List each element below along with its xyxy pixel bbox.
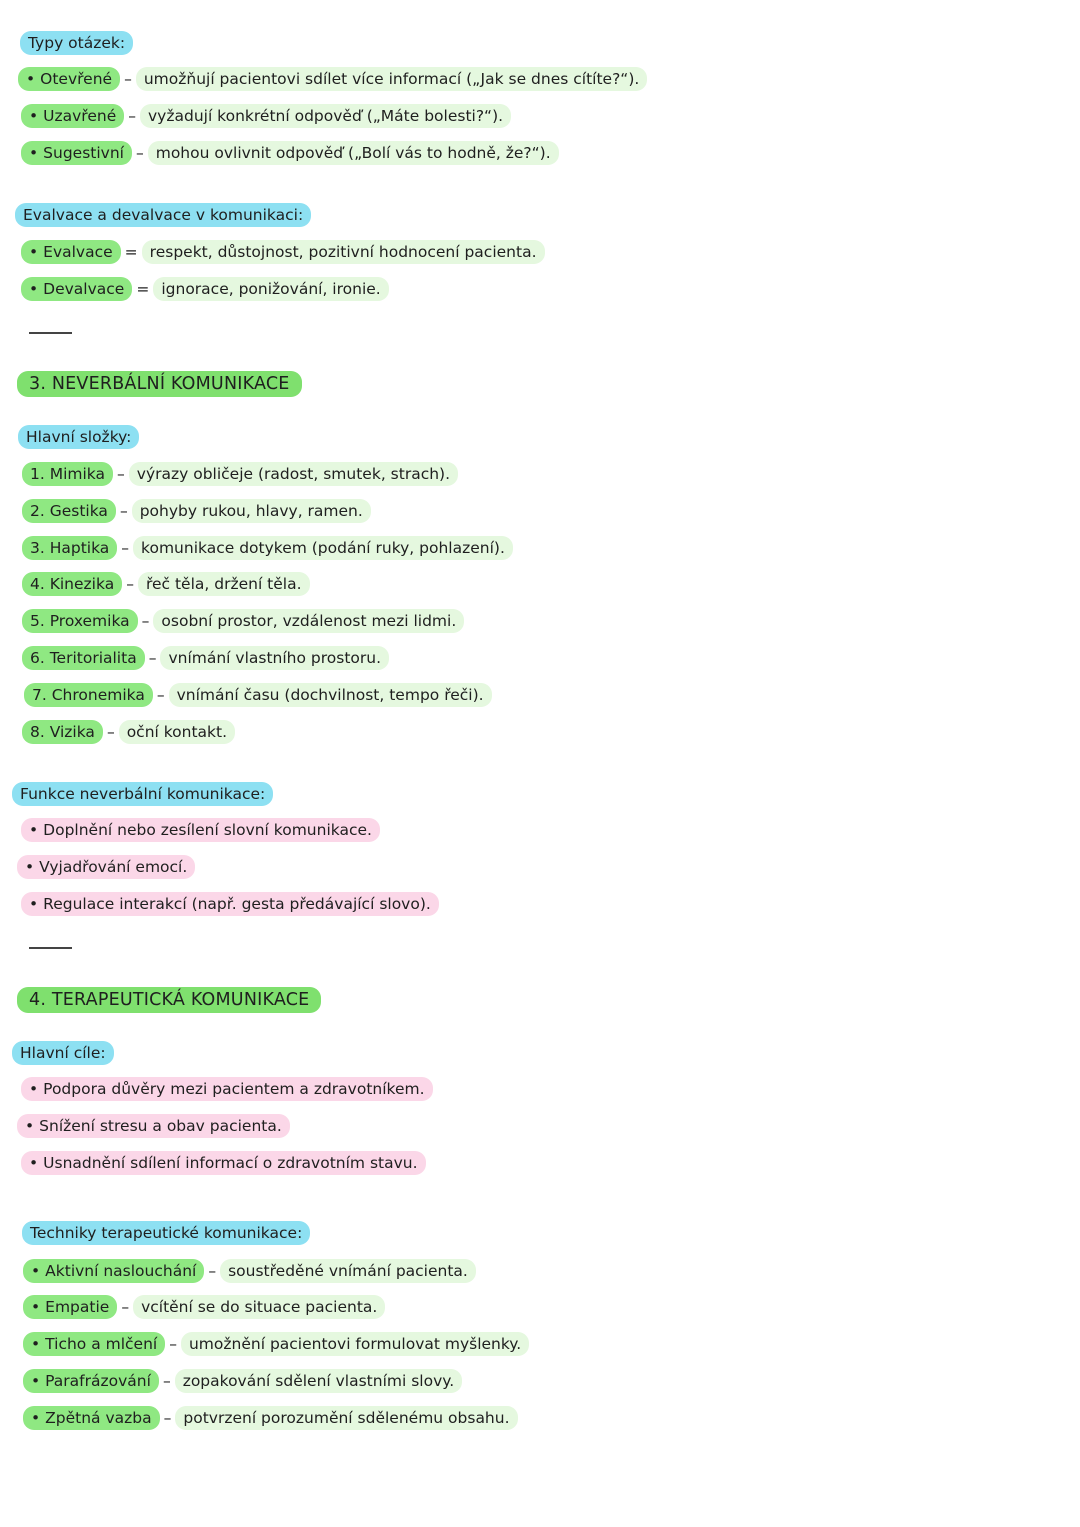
description: respekt, důstojnost, pozitivní hodnocení pacienta.	[142, 240, 545, 264]
term: 5. Proxemika	[22, 609, 138, 633]
description: umožnění pacientovi formulovat myšlenky.	[181, 1332, 529, 1356]
evaluation-heading	[15, 203, 311, 227]
term: • Otevřené	[18, 67, 120, 91]
goal-text: • Usnadnění sdílení informací o zdravotním stavu.	[21, 1151, 426, 1175]
term: • Uzavřené	[21, 104, 124, 128]
term: 1. Mimika	[22, 462, 113, 486]
list-item	[21, 892, 439, 916]
term: • Zpětná vazba	[23, 1406, 160, 1430]
list-item: • Otevřené – umožňují pacientovi sdílet více informací („Jak se dnes cítíte?“).	[18, 67, 647, 91]
description: zopakování sdělení vlastními slovy.	[175, 1369, 462, 1393]
functions-heading	[12, 782, 273, 806]
section-title: 3. NEVERBÁLNÍ KOMUNIKACE	[17, 371, 302, 397]
term: 7. Chronemika	[24, 683, 153, 707]
term: 2. Gestika	[22, 499, 116, 523]
list-item: • Sugestivní – mohou ovlivnit odpověď („Bolí vás to hodně, že?“).	[21, 141, 559, 165]
description: výrazy obličeje (radost, smutek, strach).	[129, 462, 458, 486]
list-item: 8. Vizika – oční kontakt.	[22, 720, 235, 744]
list-item	[17, 855, 195, 879]
section-title: 4. TERAPEUTICKÁ KOMUNIKACE	[17, 987, 321, 1013]
term: • Parafrázování	[23, 1369, 159, 1393]
list-item: • Uzavřené – vyžadují konkrétní odpověď („Máte bolesti?“).	[21, 104, 511, 128]
term: • Empatie	[23, 1295, 117, 1319]
description: potvrzení porozumění sdělenému obsahu.	[175, 1406, 517, 1430]
list-item: • Ticho a mlčení – umožnění pacientovi formulovat myšlenky.	[23, 1332, 529, 1356]
term: 4. Kinezika	[22, 572, 122, 596]
description: ignorace, ponižování, ironie.	[153, 277, 388, 301]
term: • Ticho a mlčení	[23, 1332, 165, 1356]
description: umožňují pacientovi sdílet více informací („Jak se dnes cítíte?“).	[136, 67, 647, 91]
list-item	[21, 1151, 426, 1175]
description: řeč těla, držení těla.	[138, 572, 310, 596]
list-item	[21, 818, 380, 842]
term: 6. Teritorialita	[22, 646, 145, 670]
list-item: • Devalvace = ignorace, ponižování, ironie.	[21, 277, 389, 301]
goal-text: • Podpora důvěry mezi pacientem a zdravotníkem.	[21, 1077, 433, 1101]
components-heading	[18, 425, 139, 449]
description: vcítění se do situace pacienta.	[133, 1295, 385, 1319]
list-item: • Zpětná vazba – potvrzení porozumění sdělenému obsahu.	[23, 1406, 518, 1430]
description: vnímání času (dochvilnost, tempo řeči).	[169, 683, 492, 707]
function-text: • Doplnění nebo zesílení slovní komunikace.	[21, 818, 380, 842]
description: vnímání vlastního prostoru.	[160, 646, 389, 670]
section-4-title	[17, 987, 321, 1013]
techniques-heading	[22, 1221, 310, 1245]
divider	[29, 947, 72, 949]
term: 3. Haptika	[22, 536, 117, 560]
question-types-heading-label: Typy otázek:	[20, 31, 133, 55]
goals-heading	[12, 1041, 114, 1065]
list-item: 1. Mimika – výrazy obličeje (radost, smutek, strach).	[22, 462, 458, 486]
description: komunikace dotykem (podání ruky, pohlazení).	[133, 536, 513, 560]
question-types-heading	[20, 31, 133, 55]
list-item: • Aktivní naslouchání – soustředěné vnímání pacienta.	[23, 1259, 476, 1283]
list-item: 4. Kinezika – řeč těla, držení těla.	[22, 572, 310, 596]
goal-text: • Snížení stresu a obav pacienta.	[17, 1114, 290, 1138]
list-item: 7. Chronemika – vnímání času (dochvilnost, tempo řeči).	[24, 683, 492, 707]
list-item	[21, 1077, 433, 1101]
term: 8. Vizika	[22, 720, 103, 744]
techniques-heading-label: Techniky terapeutické komunikace:	[22, 1221, 310, 1245]
function-text: • Regulace interakcí (např. gesta předávající slovo).	[21, 892, 439, 916]
list-item: • Parafrázování – zopakování sdělení vlastními slovy.	[23, 1369, 462, 1393]
description: soustředěné vnímání pacienta.	[220, 1259, 476, 1283]
functions-heading-label: Funkce neverbální komunikace:	[12, 782, 273, 806]
divider	[29, 332, 72, 334]
term: • Evalvace	[21, 240, 121, 264]
description: pohyby rukou, hlavy, ramen.	[132, 499, 371, 523]
list-item: • Empatie – vcítění se do situace pacienta.	[23, 1295, 385, 1319]
description: mohou ovlivnit odpověď („Bolí vás to hodně, že?“).	[148, 141, 559, 165]
section-3-title	[17, 371, 302, 397]
list-item	[17, 1114, 290, 1138]
term: • Aktivní naslouchání	[23, 1259, 204, 1283]
evaluation-heading-label: Evalvace a devalvace v komunikaci:	[15, 203, 311, 227]
list-item: • Evalvace = respekt, důstojnost, pozitivní hodnocení pacienta.	[21, 240, 545, 264]
description: oční kontakt.	[119, 720, 235, 744]
list-item: 6. Teritorialita – vnímání vlastního prostoru.	[22, 646, 389, 670]
list-item: 5. Proxemika – osobní prostor, vzdálenost mezi lidmi.	[22, 609, 464, 633]
term: • Devalvace	[21, 277, 132, 301]
list-item: 3. Haptika – komunikace dotykem (podání ruky, pohlazení).	[22, 536, 513, 560]
components-heading-label: Hlavní složky:	[18, 425, 139, 449]
term: • Sugestivní	[21, 141, 132, 165]
description: osobní prostor, vzdálenost mezi lidmi.	[153, 609, 464, 633]
goals-heading-label: Hlavní cíle:	[12, 1041, 114, 1065]
description: vyžadují konkrétní odpověď („Máte bolesti?“).	[140, 104, 511, 128]
list-item: 2. Gestika – pohyby rukou, hlavy, ramen.	[22, 499, 371, 523]
function-text: • Vyjadřování emocí.	[17, 855, 195, 879]
